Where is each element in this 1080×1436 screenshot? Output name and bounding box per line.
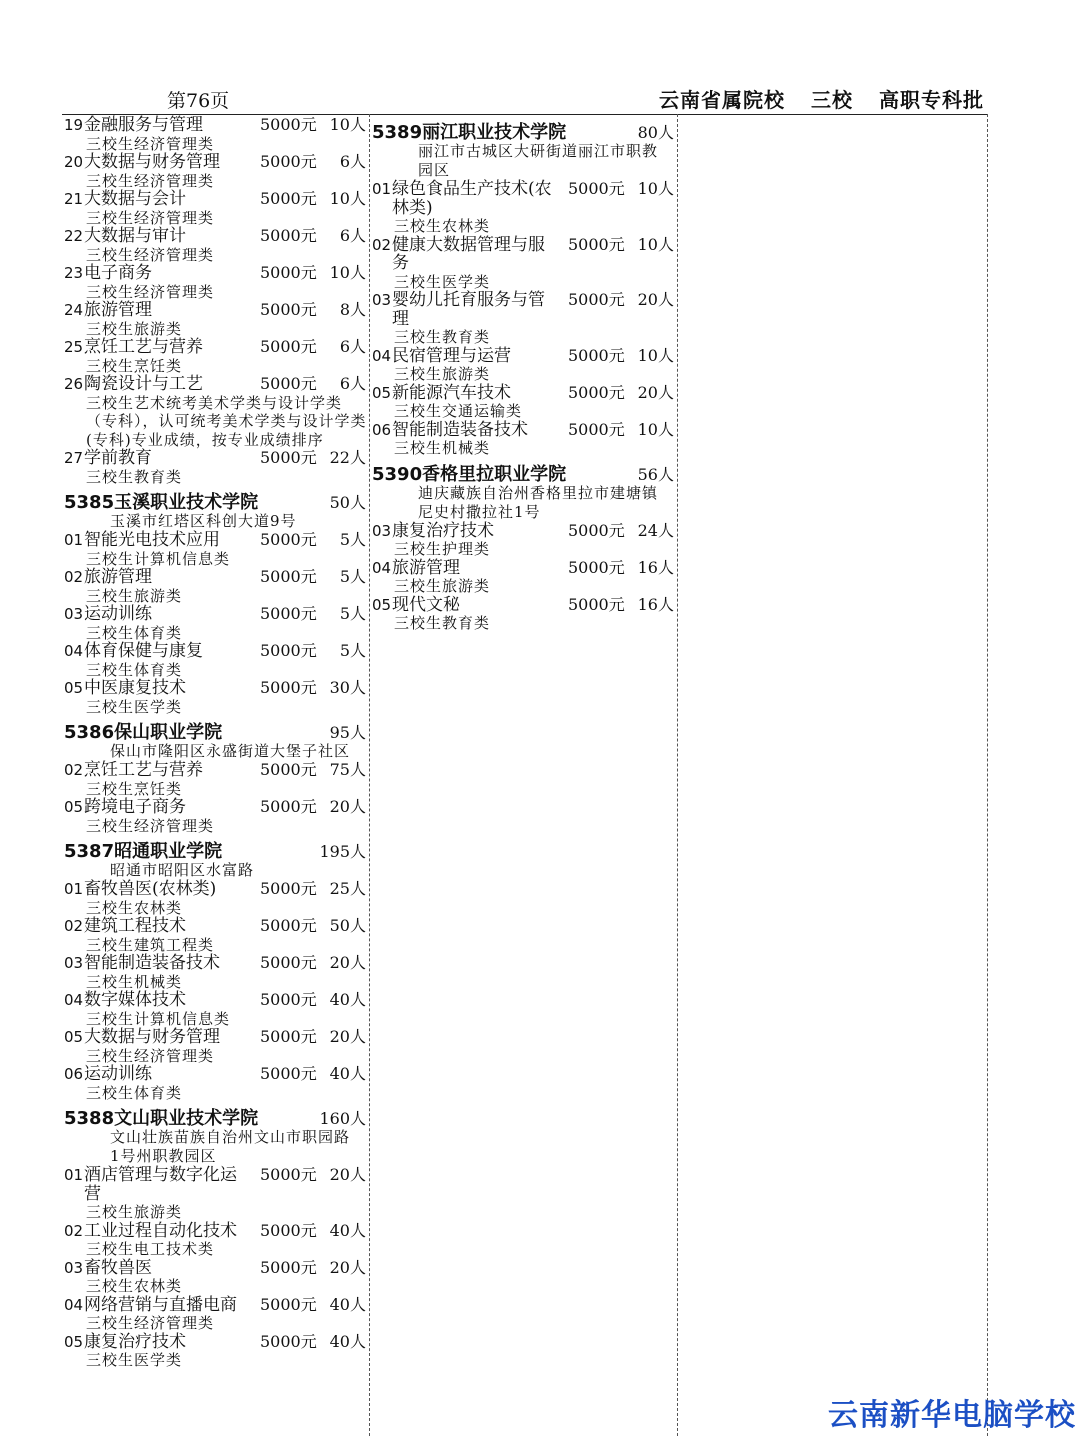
major-fee: 5000元 xyxy=(260,263,317,282)
major-name: 畜牧兽医 xyxy=(84,1257,152,1278)
major-category: 三校生体育类 xyxy=(86,1083,183,1102)
major-row xyxy=(64,761,368,780)
major-name: 烹饪工艺与营养 xyxy=(84,760,203,780)
major-row xyxy=(64,338,368,357)
major-code: 01 xyxy=(64,1166,84,1184)
major-category: 三校生医学类 xyxy=(394,272,491,291)
major-row xyxy=(64,568,368,587)
major-code: 02 xyxy=(64,917,84,935)
page-header xyxy=(62,86,988,115)
major-row xyxy=(64,449,368,468)
major-row xyxy=(64,116,368,135)
major-code: 04 xyxy=(64,642,84,660)
major-code: 04 xyxy=(64,991,84,1009)
major-row xyxy=(372,596,676,615)
major-count: 40人 xyxy=(329,1331,366,1351)
major-name: 绿色食品生产技术(农林类) xyxy=(392,179,552,218)
major-count: 8人 xyxy=(339,300,366,319)
major-name: 建筑工程技术 xyxy=(84,916,186,936)
major-count: 20人 xyxy=(329,1027,366,1046)
major-name: 运动训练 xyxy=(84,1064,152,1084)
major-fee: 5000元 xyxy=(260,797,317,816)
major-row xyxy=(372,236,676,273)
major-fee: 5000元 xyxy=(260,448,317,467)
batch-region: 云南省属院校 xyxy=(659,88,785,112)
major-code: 03 xyxy=(64,605,84,623)
major-count: 6人 xyxy=(339,152,366,171)
major-code: 04 xyxy=(372,558,392,577)
major-row xyxy=(372,522,676,541)
major-fee: 5000元 xyxy=(260,879,317,898)
major-fee: 5000元 xyxy=(260,226,317,245)
major-name: 工业过程自动化技术 xyxy=(84,1220,237,1241)
major-count: 10人 xyxy=(329,263,366,282)
major-fee: 5000元 xyxy=(568,594,625,614)
major-count: 5人 xyxy=(339,604,366,623)
major-name: 跨境电子商务 xyxy=(84,797,186,817)
major-fee: 5000元 xyxy=(260,641,317,660)
major-fee: 5000元 xyxy=(260,953,317,972)
major-count: 24人 xyxy=(637,520,674,540)
major-name: 康复治疗技术 xyxy=(392,520,494,541)
major-category: 三校生旅游类 xyxy=(394,365,491,383)
major-fee: 5000元 xyxy=(260,604,317,623)
major-category: 三校生旅游类 xyxy=(86,1203,183,1221)
school-heading xyxy=(64,837,368,861)
major-row xyxy=(64,1259,368,1278)
major-code: 06 xyxy=(372,420,392,439)
major-code: 02 xyxy=(372,235,392,254)
major-fee: 5000元 xyxy=(260,1257,317,1277)
major-row xyxy=(64,264,368,283)
school-name: 5387昭通职业学院 xyxy=(64,841,223,862)
major-fee: 5000元 xyxy=(260,1165,317,1184)
major-count: 5人 xyxy=(339,530,366,549)
batch-category: 三校 xyxy=(811,88,853,112)
major-name: 民宿管理与运营 xyxy=(392,345,511,366)
major-category: 三校生教育类 xyxy=(394,328,491,346)
listing-column-1 xyxy=(64,116,368,1370)
major-name: 网络营销与直播电商 xyxy=(84,1294,237,1315)
school-heading xyxy=(64,718,368,742)
major-code: 05 xyxy=(64,798,84,816)
school-quota: 195人 xyxy=(319,842,366,861)
column-divider xyxy=(677,114,678,1436)
school-address: 丽江市古城区大研街道丽江市职教园区 xyxy=(418,142,659,179)
major-fee: 5000元 xyxy=(260,152,317,171)
major-count: 30人 xyxy=(329,678,366,697)
page-number: 第76页 xyxy=(167,90,230,112)
major-count: 6人 xyxy=(339,226,366,245)
major-code: 04 xyxy=(64,1295,84,1314)
major-row xyxy=(64,1166,368,1203)
major-name: 电子商务 xyxy=(84,263,152,283)
major-fee: 5000元 xyxy=(260,678,317,697)
major-fee: 5000元 xyxy=(568,382,625,402)
major-count: 25人 xyxy=(329,879,366,898)
major-count: 20人 xyxy=(637,382,674,402)
school-address: 保山市隆阳区永盛街道大堡子社区 xyxy=(110,742,351,760)
major-code: 06 xyxy=(64,1065,84,1083)
school-quota: 80人 xyxy=(637,123,674,142)
major-count: 10人 xyxy=(637,345,674,365)
major-name: 数字媒体技术 xyxy=(84,990,186,1010)
major-name: 旅游管理 xyxy=(392,557,460,578)
major-name: 康复治疗技术 xyxy=(84,1331,186,1352)
major-row xyxy=(64,679,368,698)
major-fee: 5000元 xyxy=(260,916,317,935)
major-code: 04 xyxy=(372,346,392,365)
major-row xyxy=(372,384,676,403)
major-category: 三校生经济管理类 xyxy=(86,171,215,190)
major-count: 50人 xyxy=(329,916,366,935)
major-row xyxy=(372,347,676,366)
major-count: 6人 xyxy=(339,337,366,356)
major-code: 01 xyxy=(64,880,84,898)
major-fee: 5000元 xyxy=(568,345,625,365)
major-fee: 5000元 xyxy=(568,520,625,540)
major-row xyxy=(64,1296,368,1315)
major-name: 学前教育 xyxy=(84,448,152,468)
major-count: 75人 xyxy=(329,760,366,779)
major-name: 智能制造装备技术 xyxy=(84,953,220,973)
major-count: 40人 xyxy=(329,990,366,1009)
major-name: 智能制造装备技术 xyxy=(392,419,528,440)
major-fee: 5000元 xyxy=(260,1027,317,1046)
major-category: 三校生农林类 xyxy=(86,1277,183,1295)
column-divider xyxy=(369,114,370,1436)
major-name: 畜牧兽医(农林类) xyxy=(84,879,217,899)
major-code: 05 xyxy=(64,679,84,697)
school-name: 5386保山职业学院 xyxy=(64,722,223,743)
major-count: 40人 xyxy=(329,1220,366,1240)
school-quota: 95人 xyxy=(329,723,366,742)
major-category: 三校生农林类 xyxy=(394,217,491,235)
major-category: 三校生教育类 xyxy=(86,467,183,486)
major-fee: 5000元 xyxy=(260,990,317,1009)
major-category: 三校生机械类 xyxy=(394,439,491,457)
listing-column-2 xyxy=(372,116,676,633)
major-count: 16人 xyxy=(637,594,674,614)
major-row xyxy=(64,1065,368,1084)
major-row xyxy=(64,531,368,550)
major-fee: 5000元 xyxy=(260,1064,317,1083)
major-category: 三校生经济管理类 xyxy=(86,134,215,153)
major-row xyxy=(64,1333,368,1352)
major-row xyxy=(64,605,368,624)
batch-level: 高职专科批 xyxy=(879,88,984,112)
major-category: 三校生建筑工程类 xyxy=(86,935,215,954)
major-category: 三校生经济管理类 xyxy=(86,1314,215,1332)
major-code: 05 xyxy=(372,383,392,402)
major-count: 20人 xyxy=(329,1257,366,1277)
major-fee: 5000元 xyxy=(568,290,625,309)
major-code: 05 xyxy=(64,1028,84,1046)
major-fee: 5000元 xyxy=(260,567,317,586)
major-row xyxy=(372,291,676,328)
major-name: 金融服务与管理 xyxy=(84,115,203,135)
major-name: 大数据与财务管理 xyxy=(84,1027,220,1047)
major-name: 旅游管理 xyxy=(84,567,152,587)
major-code: 02 xyxy=(64,761,84,779)
major-count: 40人 xyxy=(329,1064,366,1083)
major-code: 01 xyxy=(372,180,392,198)
major-code: 19 xyxy=(64,116,84,134)
major-count: 20人 xyxy=(637,290,674,309)
major-category: 三校生体育类 xyxy=(86,660,183,679)
major-code: 03 xyxy=(64,1258,84,1277)
major-count: 6人 xyxy=(339,374,366,393)
school-heading xyxy=(372,460,676,484)
major-category: 三校生旅游类 xyxy=(86,586,183,605)
major-name: 旅游管理 xyxy=(84,300,152,320)
major-fee: 5000元 xyxy=(260,1220,317,1240)
major-fee: 5000元 xyxy=(568,419,625,439)
major-row xyxy=(64,153,368,172)
major-code: 03 xyxy=(64,954,84,972)
major-fee: 5000元 xyxy=(260,530,317,549)
major-row xyxy=(64,642,368,661)
major-row xyxy=(64,375,368,394)
major-name: 健康大数据管理与服务 xyxy=(392,234,545,273)
major-code: 24 xyxy=(64,301,84,319)
major-fee: 5000元 xyxy=(568,234,625,254)
school-address: 玉溪市红塔区科创大道9号 xyxy=(110,512,297,530)
major-row xyxy=(64,954,368,973)
school-name: 5389丽江职业技术学院 xyxy=(372,122,567,143)
major-count: 20人 xyxy=(329,953,366,972)
major-fee: 5000元 xyxy=(568,179,625,198)
major-code: 02 xyxy=(64,568,84,586)
major-count: 20人 xyxy=(329,1165,366,1184)
major-code: 05 xyxy=(64,1332,84,1351)
school-name: 5388文山职业技术学院 xyxy=(64,1108,259,1129)
major-category: 三校生农林类 xyxy=(86,898,183,917)
major-category: 三校生机械类 xyxy=(86,972,183,991)
major-fee: 5000元 xyxy=(568,557,625,577)
major-fee: 5000元 xyxy=(260,1294,317,1314)
major-count: 10人 xyxy=(637,419,674,439)
major-code: 05 xyxy=(372,595,392,614)
major-category: 三校生计算机信息类 xyxy=(86,549,231,568)
major-code: 21 xyxy=(64,190,84,208)
major-category: 三校生经济管理类 xyxy=(86,282,215,301)
major-row xyxy=(372,559,676,578)
major-name: 婴幼儿托育服务与管理 xyxy=(392,290,545,329)
major-code: 27 xyxy=(64,449,84,467)
school-address: 昭通市昭阳区水富路 xyxy=(110,861,255,879)
major-row xyxy=(64,301,368,320)
major-fee: 5000元 xyxy=(260,189,317,208)
major-category: 三校生经济管理类 xyxy=(86,1046,215,1065)
major-row xyxy=(64,1028,368,1047)
major-count: 10人 xyxy=(637,179,674,198)
major-name: 现代文秘 xyxy=(392,594,460,615)
school-name: 5390香格里拉职业学院 xyxy=(372,463,567,485)
school-address: 迪庆藏族自治州香格里拉市建塘镇尼史村撒拉社1号 xyxy=(418,483,659,521)
column-divider xyxy=(987,114,988,1436)
major-name: 大数据与财务管理 xyxy=(84,152,220,172)
major-code: 22 xyxy=(64,227,84,245)
major-row xyxy=(64,1222,368,1241)
major-category: 三校生经济管理类 xyxy=(86,816,215,835)
major-code: 01 xyxy=(64,531,84,549)
school-heading xyxy=(64,1104,368,1128)
major-fee: 5000元 xyxy=(260,374,317,393)
major-count: 10人 xyxy=(329,115,366,134)
major-category: 三校生电工技术类 xyxy=(86,1240,215,1258)
major-fee: 5000元 xyxy=(260,115,317,134)
major-row xyxy=(64,227,368,246)
school-name: 5385玉溪职业技术学院 xyxy=(64,492,259,513)
major-fee: 5000元 xyxy=(260,1331,317,1351)
major-code: 23 xyxy=(64,264,84,282)
major-count: 5人 xyxy=(339,567,366,586)
major-category: 三校生计算机信息类 xyxy=(86,1009,231,1028)
major-count: 5人 xyxy=(339,641,366,660)
major-row xyxy=(64,917,368,936)
major-category: 三校生旅游类 xyxy=(86,319,183,338)
school-address: 文山壮族苗族自治州文山市职园路1号州职教园区 xyxy=(110,1128,351,1165)
major-category: 三校生医学类 xyxy=(86,1351,183,1369)
major-count: 20人 xyxy=(329,797,366,816)
major-name: 酒店管理与数字化运营 xyxy=(84,1165,237,1204)
school-quota: 56人 xyxy=(637,464,674,484)
major-category: 三校生体育类 xyxy=(86,623,183,642)
major-category: 三校生旅游类 xyxy=(394,577,491,595)
major-category: 三校生烹饪类 xyxy=(86,779,183,798)
major-code: 02 xyxy=(64,1221,84,1240)
major-category: 三校生教育类 xyxy=(394,614,491,632)
major-fee: 5000元 xyxy=(260,760,317,779)
major-name: 大数据与会计 xyxy=(84,189,186,209)
school-heading xyxy=(64,488,368,512)
major-code: 25 xyxy=(64,338,84,356)
major-category: 三校生医学类 xyxy=(86,697,183,716)
batch-title xyxy=(633,84,984,113)
major-name: 运动训练 xyxy=(84,604,152,624)
major-code: 20 xyxy=(64,153,84,171)
major-name: 陶瓷设计与工艺 xyxy=(84,374,203,394)
major-count: 16人 xyxy=(637,557,674,577)
major-count: 10人 xyxy=(637,234,674,254)
major-count: 40人 xyxy=(329,1294,366,1314)
major-category: 三校生护理类 xyxy=(394,540,491,558)
school-quota: 50人 xyxy=(329,493,366,512)
major-category: 三校生经济管理类 xyxy=(86,245,215,264)
major-code: 03 xyxy=(372,521,392,540)
major-row xyxy=(372,421,676,440)
major-name: 大数据与审计 xyxy=(84,226,186,246)
school-quota: 160人 xyxy=(319,1109,366,1128)
major-name: 体育保健与康复 xyxy=(84,641,203,661)
major-category: 三校生经济管理类 xyxy=(86,208,215,227)
major-row xyxy=(64,190,368,209)
major-fee: 5000元 xyxy=(260,300,317,319)
watermark: 云南新华电脑学校 xyxy=(828,1398,1076,1433)
major-row xyxy=(64,991,368,1010)
major-count: 22人 xyxy=(329,448,366,467)
major-name: 智能光电技术应用 xyxy=(84,530,220,550)
major-category: 三校生烹饪类 xyxy=(86,356,183,375)
major-row xyxy=(64,798,368,817)
major-count: 10人 xyxy=(329,189,366,208)
major-row xyxy=(372,180,676,217)
major-category: 三校生艺术统考美术学类与设计学类（专科），认可统考美术学类与设计学类(专科)专业成绩，按专业成绩排序 xyxy=(86,393,367,449)
major-category: 三校生交通运输类 xyxy=(394,402,523,420)
major-name: 烹饪工艺与营养 xyxy=(84,337,203,357)
major-name: 中医康复技术 xyxy=(84,678,186,698)
major-row xyxy=(64,880,368,899)
major-fee: 5000元 xyxy=(260,337,317,356)
major-code: 03 xyxy=(372,291,392,309)
major-code: 26 xyxy=(64,375,84,393)
school-heading xyxy=(372,118,676,142)
major-name: 新能源汽车技术 xyxy=(392,382,511,403)
